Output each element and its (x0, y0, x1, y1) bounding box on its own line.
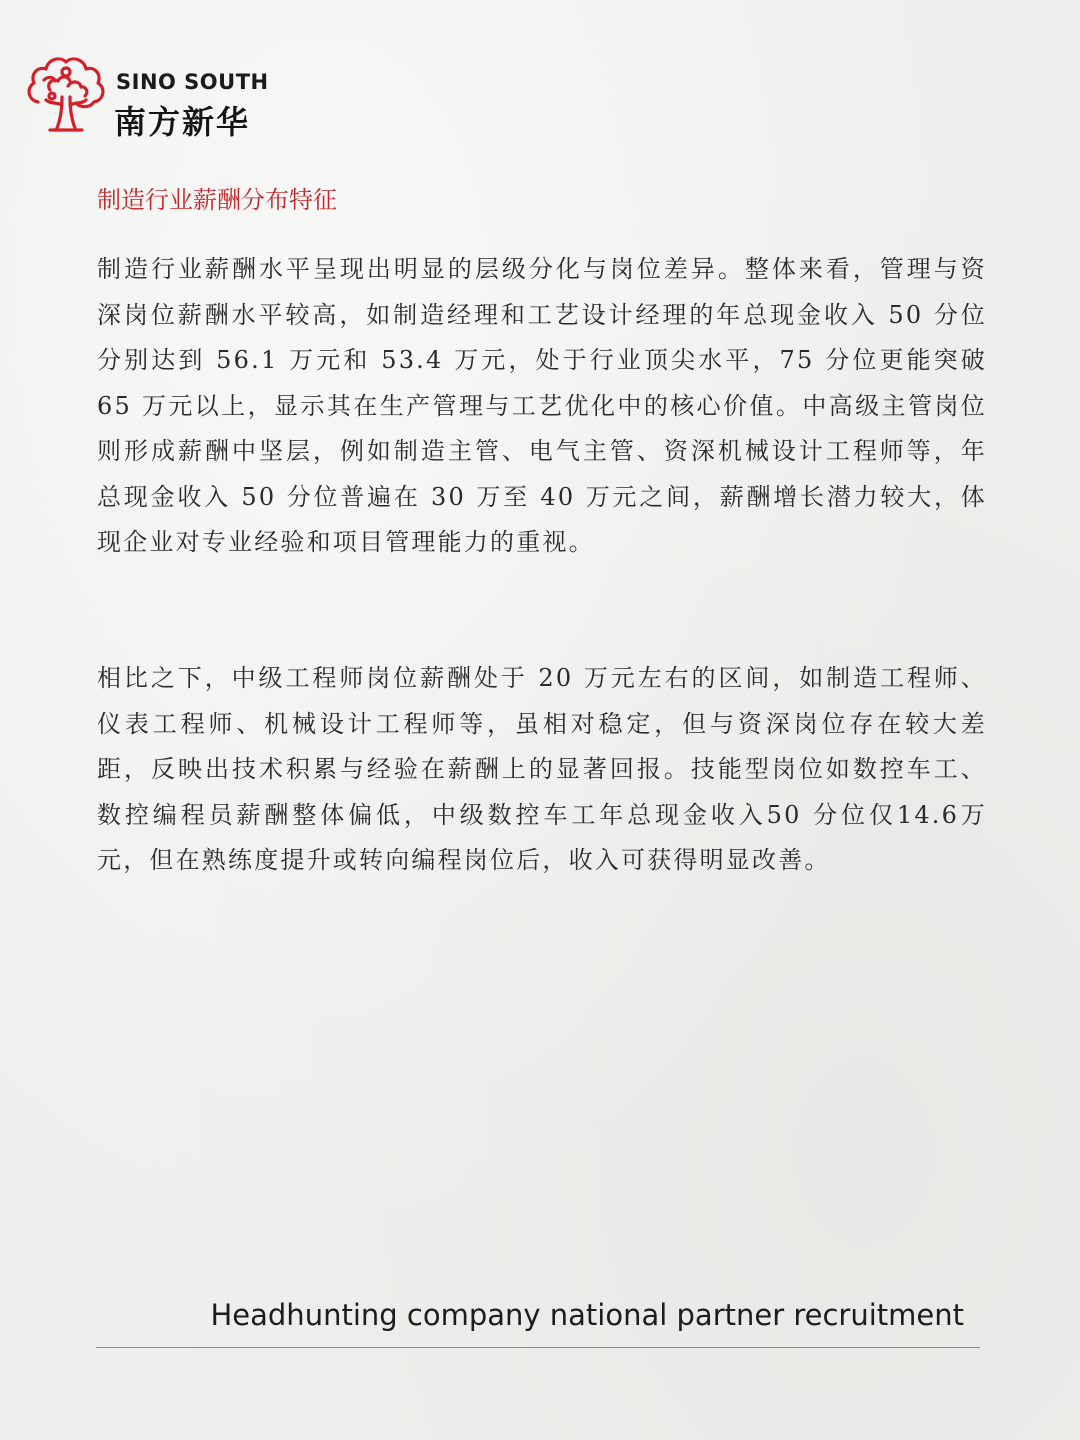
footer-tagline: Headhunting company national partner recruitment (210, 1298, 964, 1332)
body-paragraph: 相比之下，中级工程师岗位薪酬处于 20 万元左右的区间，如制造工程师、仪表工程师、机械设计工程师等，虽相对稳定，但与资深岗位存在较大差距，反映出技术积累与经验在薪酬上的显著回报。技能型岗位如数控车工、数控编程员薪酬整体偏低，中级数控车工年总现金收入50 分位仅14.6万元，但在熟练度提升或转向编程岗位后，收入可获得明显改善。 (97, 664, 987, 874)
footer-divider (96, 1347, 980, 1348)
brand-name-en: SINO SOUTH (116, 70, 269, 94)
brand-logo (24, 50, 269, 141)
body-paragraph: 制造行业薪酬水平呈现出明显的层级分化与岗位差异。整体来看，管理与资深岗位薪酬水平较高，如制造经理和工艺设计经理的年总现金收入 50 分位分别达到 56.1 万元和 53.4 万元，处于行业顶尖水平，75 分位更能突破65 万元以上，显示其在生产管理与工艺优化中的核心价值。中高级主管岗位则形成薪酬中坚层，例如制造主管、电气主管、资深机械设计工程师等，年总现金收入 50 分位普遍在 30 万至 40 万元之间，薪酬增长潜力较大，体现企业对专业经验和项目管理能力的重视。 (97, 255, 987, 556)
brand-name-cn: 南方新华 (114, 103, 251, 141)
tree-logo-icon (24, 50, 108, 136)
section-title: 制造行业薪酬分布特征 (97, 186, 337, 214)
